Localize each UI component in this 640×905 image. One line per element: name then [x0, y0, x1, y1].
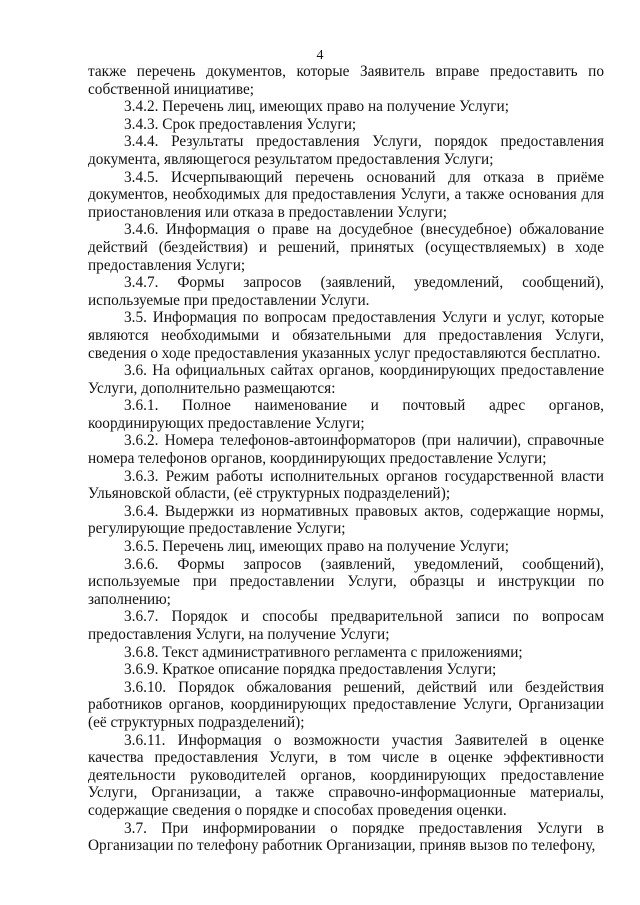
paragraph: 3.4.4. Результаты предоставления Услуги, порядок предоставления документа, являющегося результатом предоставления Услуги;	[88, 133, 604, 168]
paragraph: 3.6.6. Формы запросов (заявлений, уведомлений, сообщений), используемые при предоставлении Услуги, образцы и инструкции по заполнению;	[88, 555, 604, 608]
paragraph: также перечень документов, которые Заявитель вправе предоставить по собственной инициативе;	[88, 63, 604, 98]
paragraph: 3.6.9. Краткое описание порядка предоставления Услуги;	[124, 661, 497, 679]
paragraph: 3.7. При информировании о порядке предоставления Услуги в Организации по телефону работник Организации, приняв вызов по телефону,	[88, 819, 604, 855]
paragraph: 3.6.8. Текст административного регламента с приложениями;	[124, 643, 523, 661]
paragraph: 3.6.4. Выдержки из нормативных правовых актов, содержащие нормы, регулирующие предоставление Услуги;	[88, 502, 604, 538]
paragraph: 3.4.3. Срок предоставления Услуги;	[124, 115, 357, 133]
paragraph: 3.6.5. Перечень лиц, имеющих право на получение Услуги;	[124, 538, 509, 556]
paragraph: 3.6.3. Режим работы исполнительных органов государственной власти Ульяновской области, (её структурных подразделений);	[88, 467, 604, 503]
paragraph: 3.5. Информация по вопросам предоставления Услуги и услуг, которые являются необходимыми и обязательными для предоставления Услуги, сведения о ходе предоставления указанных услуг предоставляются бесплатно.	[88, 309, 604, 362]
paragraph: 3.6.7. Порядок и способы предварительной записи по вопросам предоставления Услуги, на получение Услуги;	[88, 608, 604, 643]
paragraph: 3.4.2. Перечень лиц, имеющих право на получение Услуги;	[124, 98, 509, 116]
document-body	[88, 63, 604, 855]
paragraph: 3.6. На официальных сайтах органов, координирующих предоставление Услуги, дополнительно размещаются:	[88, 362, 604, 397]
paragraph: 3.6.1. Полное наименование и почтовый адрес органов, координирующих предоставление Услуги;	[88, 397, 604, 432]
paragraph: 3.4.5. Исчерпывающий перечень оснований для отказа в приёме документов, необходимых для предоставления Услуги, а также основания для приостановления или отказа в предоставлении Услуги;	[88, 168, 604, 221]
paragraph: 3.6.2. Номера телефонов-автоинформаторов (при наличии), справочные номера телефонов органов, координирующих предоставление Услуги;	[88, 432, 604, 468]
paragraph: 3.4.6. Информация о праве на досудебное (внесудебное) обжалование действий (бездействия) и решений, принятых (осуществляемых) в ходе предоставления Услуги;	[88, 221, 604, 274]
paragraph: 3.6.10. Порядок обжалования решений, действий или бездействия работников органов, координирующих предоставление Услуги, Организации (её структурных подразделений);	[88, 678, 604, 731]
paragraph: 3.4.7. Формы запросов (заявлений, уведомлений, сообщений), используемые при предоставлении Услуги.	[88, 274, 604, 309]
page-number: 4	[316, 48, 324, 63]
paragraph: 3.6.11. Информация о возможности участия Заявителей в оценке качества предоставления Услуги, в том числе в оценке эффективности деятельности руководителей органов, координирующих предоставление Услуги, Организации, а также справочно-информационные материалы, содержащие сведения о порядке и способах проведения оценки.	[88, 731, 604, 819]
